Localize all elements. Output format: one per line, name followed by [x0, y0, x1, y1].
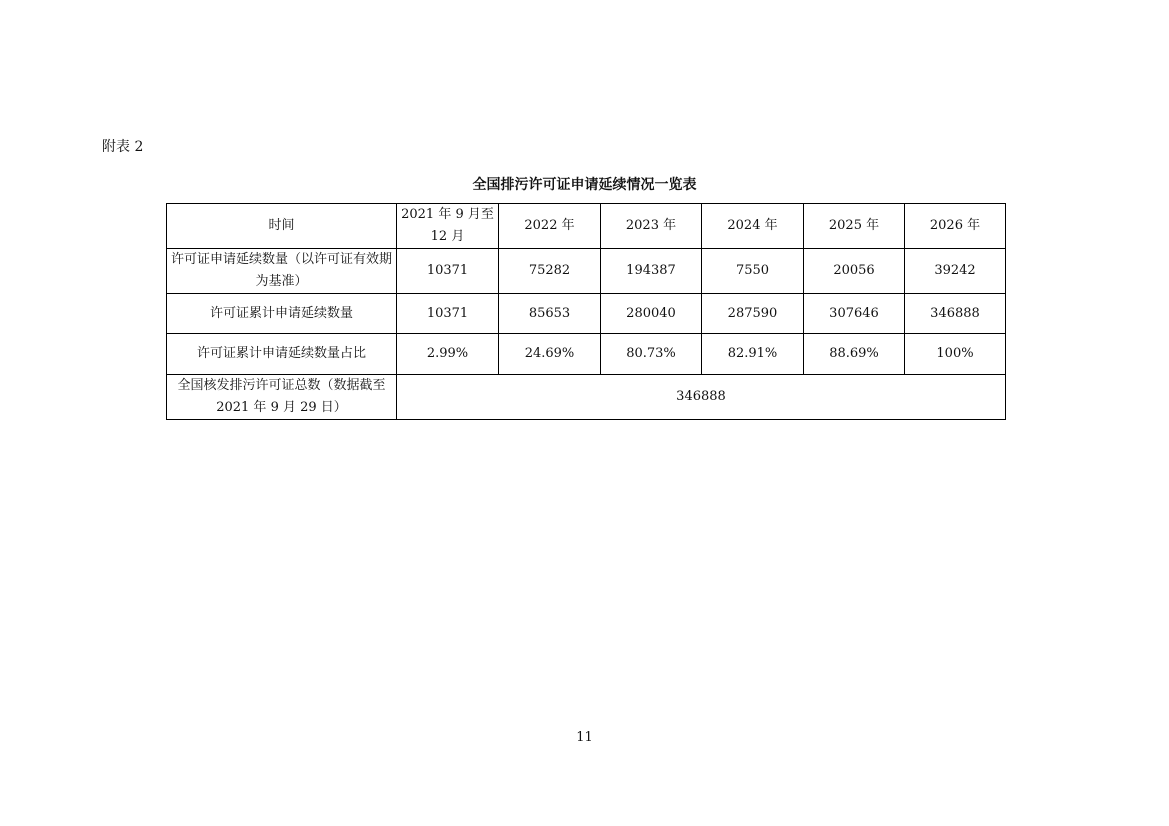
header-year-cell: 2026 年	[905, 204, 1006, 249]
value-cell: 7550	[702, 249, 804, 294]
header-year-cell: 2023 年	[601, 204, 702, 249]
row-label-cell: 许可证累计申请延续数量占比	[167, 334, 397, 375]
value-cell: 85653	[499, 294, 601, 334]
header-year-cell: 2024 年	[702, 204, 804, 249]
value-cell: 2.99%	[397, 334, 499, 375]
value-cell: 100%	[905, 334, 1006, 375]
row-label-cell: 许可证累计申请延续数量	[167, 294, 397, 334]
value-cell: 307646	[804, 294, 905, 334]
value-cell: 10371	[397, 249, 499, 294]
value-cell: 80.73%	[601, 334, 702, 375]
table-title: 全国排污许可证申请延续情况一览表	[472, 177, 697, 193]
header-year-cell: 2022 年	[499, 204, 601, 249]
value-cell: 280040	[601, 294, 702, 334]
renewal-statistics-table	[166, 203, 1006, 420]
total-label-cell: 全国核发排污许可证总数（数据截至 2021 年 9 月 29 日）	[167, 375, 397, 420]
page-number: 11	[576, 730, 593, 745]
value-cell: 194387	[601, 249, 702, 294]
table-row	[167, 334, 1006, 375]
value-cell: 75282	[499, 249, 601, 294]
value-cell: 20056	[804, 249, 905, 294]
value-cell: 10371	[397, 294, 499, 334]
value-cell: 346888	[905, 294, 1006, 334]
value-cell: 88.69%	[804, 334, 905, 375]
value-cell: 287590	[702, 294, 804, 334]
total-value-cell: 346888	[397, 375, 1006, 420]
row-label-cell: 许可证申请延续数量（以许可证有效期为基准）	[167, 249, 397, 294]
header-year-cell: 2025 年	[804, 204, 905, 249]
value-cell: 82.91%	[702, 334, 804, 375]
appendix-label: 附表 2	[102, 139, 144, 155]
header-row	[167, 204, 1006, 249]
total-row	[167, 375, 1006, 420]
header-label-cell: 时间	[167, 204, 397, 249]
value-cell: 24.69%	[499, 334, 601, 375]
table-row	[167, 249, 1006, 294]
table-row	[167, 294, 1006, 334]
header-period-cell: 2021 年 9 月至 12 月	[397, 204, 499, 249]
value-cell: 39242	[905, 249, 1006, 294]
